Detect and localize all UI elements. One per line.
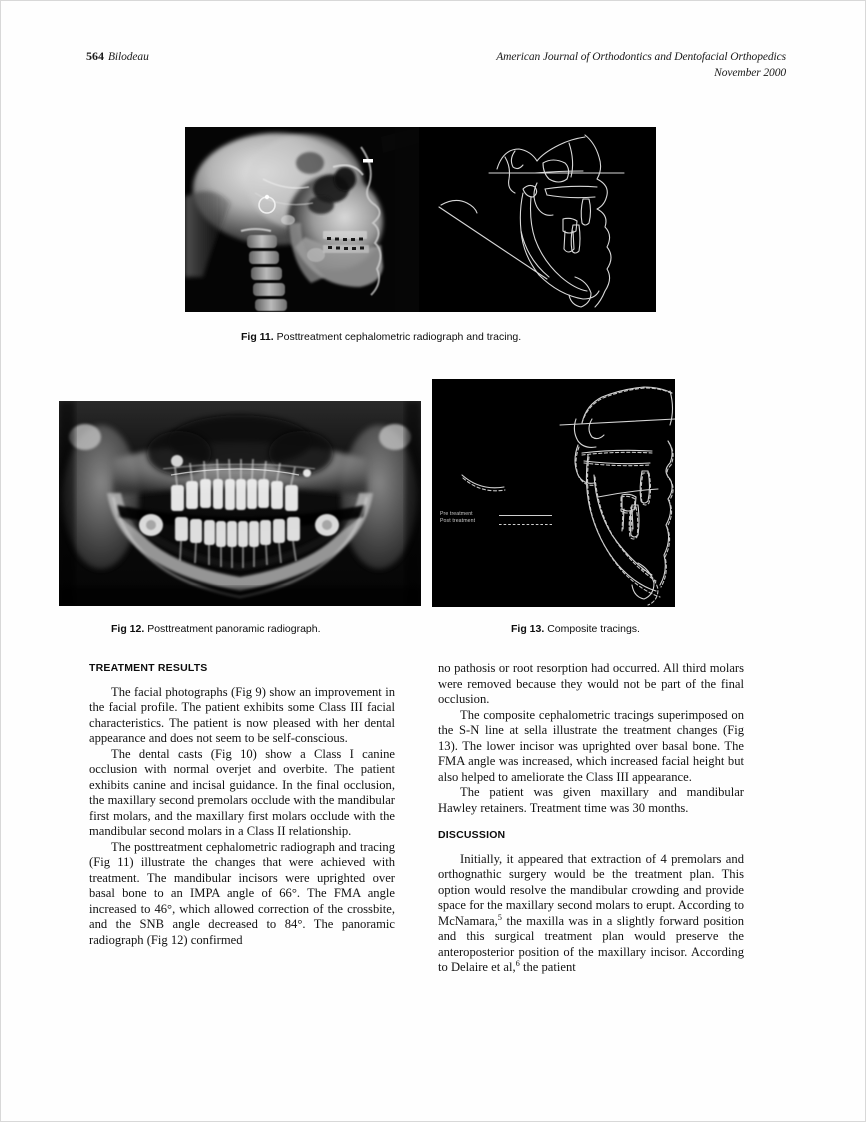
left-text-column (89, 661, 395, 948)
composite-tracing-graphic (432, 379, 675, 607)
paragraph: The composite cephalometric tracings superimposed on the S-N line at sella illustrate the treatment changes (Fig 13). The lower incisor was uprighted over basal bone. The FMA angle was increased, which increased facial height but also helped to ameliorate the Class III appearance. (438, 707, 744, 784)
figure-11-label: Fig 11. (241, 331, 274, 343)
reference-marker-6: 6 (515, 958, 520, 968)
figure-13-caption-text: Composite tracings. (547, 623, 640, 635)
page-folio: 564 (86, 49, 104, 63)
cephalometric-tracing (419, 127, 656, 312)
figure-13-label: Fig 13. (511, 623, 545, 635)
running-head-author: Bilodeau (108, 51, 149, 63)
figure-12-image (59, 401, 421, 606)
running-head-left (86, 49, 149, 64)
figure-13-caption (511, 623, 640, 635)
figure-11-caption (241, 331, 521, 343)
cephalometric-radiograph-graphic (185, 127, 419, 312)
paragraph: The facial photographs (Fig 9) show an improvement in the facial profile. The patient exhibits some Class III facial characteristics. The patient is now pleased with her dental appearance and does not seem to be self-conscious. (89, 684, 395, 745)
figure-12-label: Fig 12. (111, 623, 145, 635)
cephalometric-radiograph (185, 127, 419, 312)
running-head (86, 49, 786, 85)
discussion-heading: DISCUSSION (438, 829, 506, 841)
legend-row-post (440, 518, 486, 525)
legend-post-label: Post treatment (440, 518, 476, 524)
figure-12-caption-text: Posttreatment panoramic radiograph. (147, 623, 321, 635)
reference-marker-5: 5 (497, 912, 502, 922)
legend-pre-label: Pre treatment (440, 511, 473, 517)
paragraph-continuation: no pathosis or root resorption had occurred. All third molars were removed because they would not be part of the final occlusion. (438, 661, 744, 706)
discussion-text-c: the patient (519, 960, 576, 974)
cephalometric-tracing-graphic (419, 127, 656, 312)
running-head-right (496, 49, 786, 81)
journal-title: American Journal of Orthodontics and Dentofacial Orthopedics (496, 51, 786, 63)
legend-row-pre (440, 511, 486, 518)
treatment-results-heading: TREATMENT RESULTS (89, 662, 208, 674)
paragraph-discussion (438, 852, 744, 976)
discussion-text-a: Initially, it appeared that extraction of 4 premolars and orthognathic surgery would be the treatment plan. This option would resolve the mandibular crowding and provide space for the maxillary second molars to erupt. According to McNamara, (438, 851, 744, 928)
figure-13-image (432, 379, 675, 607)
paragraph: The dental casts (Fig 10) show a Class I canine occlusion with normal overjet and overbite. The patient exhibits canine and incisal guidance. In the final occlusion, the maxillary second premolars occlude with the mandibular first molars, and the maxillary first molars occlude with the mandibular second molars in a Class II relationship. (89, 746, 395, 838)
issue-date: November 2000 (714, 67, 786, 79)
panoramic-radiograph-graphic (59, 401, 421, 606)
paragraph: The patient was given maxillary and mandibular Hawley retainers. Treatment time was 30 months. (438, 785, 744, 815)
figure-11-caption-text: Posttreatment cephalometric radiograph and tracing. (276, 331, 522, 343)
paragraph: The posttreatment cephalometric radiograph and tracing (Fig 11) illustrate the changes that were achieved with treatment. The mandibular incisors were uprighted over basal bone to an IMPA angle of 66°. The FMA angle increased to 46°, which allowed correction of the crossbite, and the SNB angle decreased to 84°. The panoramic radiograph (Fig 12) confirmed (89, 839, 395, 947)
discussion-text-b: the maxilla was in a slightly forward position and this surgical treatment plan would preserve the anteroposterior position of the maxillary incisor. According to Delaire et al, (438, 913, 744, 974)
figure-11-image (185, 127, 656, 312)
right-text-column (438, 661, 744, 976)
tracing-legend (440, 511, 486, 525)
figure-12-caption (111, 623, 321, 635)
